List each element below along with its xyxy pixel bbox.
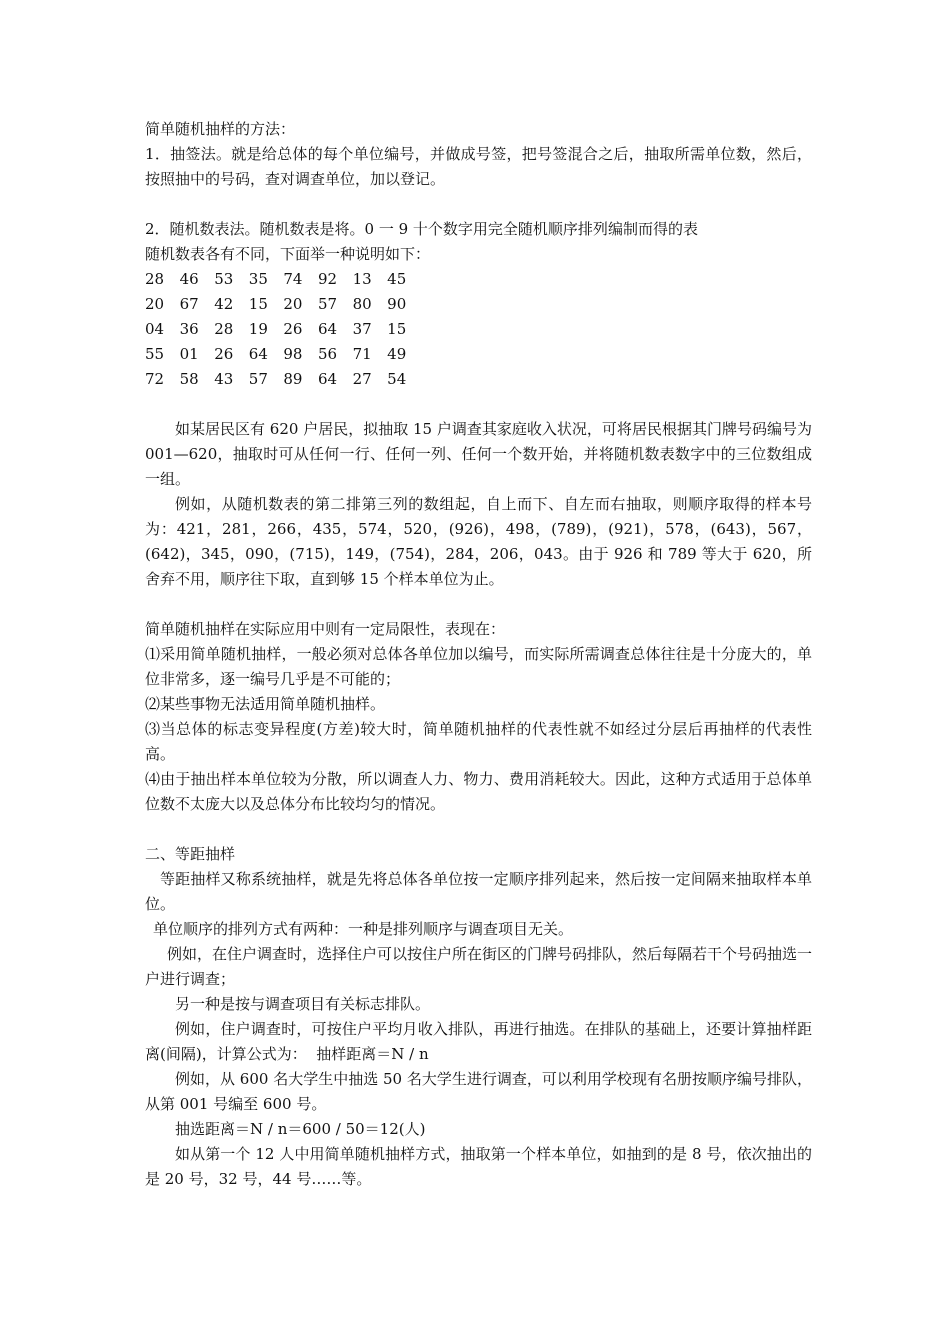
table-cell: 26 xyxy=(214,345,234,363)
section-2-paragraph: 例如，住户调查时，可按住户平均月收入排队，再进行抽选。在排队的基础上，还要计算抽样距离(间隔)，计算公式为： 抽样距离＝N / n xyxy=(145,1020,812,1063)
table-cell: 28 xyxy=(214,320,234,338)
limitation-item: ⑴采用简单随机抽样，一般必须对总体各单位加以编号，而实际所需调查总体往往是十分庞大的，单位非常多，逐一编号几乎是不可能的； xyxy=(145,645,812,688)
table-cell: 90 xyxy=(387,295,407,313)
table-cell: 45 xyxy=(387,270,407,288)
section-2-paragraph: 例如，在住户调查时，选择住户可以按住户所在街区的门牌号码排队，然后每隔若干个号码抽选一户进行调查； xyxy=(145,945,813,988)
table-cell: 27 xyxy=(352,370,372,388)
table-cell: 46 xyxy=(179,270,199,288)
table-cell: 36 xyxy=(179,320,199,338)
doc-heading: 简单随机抽样的方法： xyxy=(145,120,296,138)
table-cell: 43 xyxy=(214,370,234,388)
table-cell: 01 xyxy=(179,345,199,363)
table-cell: 92 xyxy=(317,270,338,288)
table-row xyxy=(145,267,812,292)
table-cell: 13 xyxy=(352,270,372,288)
section-2-paragraph: 另一种是按与调查项目有关标志排队。 xyxy=(175,995,431,1013)
table-row xyxy=(145,342,812,367)
table-cell: 20 xyxy=(283,295,303,313)
spacer xyxy=(145,392,812,417)
table-row xyxy=(145,317,812,342)
table-cell: 71 xyxy=(352,345,372,363)
spacer xyxy=(145,592,812,617)
table-cell: 56 xyxy=(317,345,338,363)
table-cell: 64 xyxy=(248,345,268,363)
table-cell: 42 xyxy=(214,295,234,313)
table-row xyxy=(145,367,812,392)
limitations-title: 简单随机抽样在实际应用中则有一定局限性，表现在： xyxy=(145,620,506,638)
section-2-paragraph: 如从第一个 12 人中用简单随机抽样方式，抽取第一个样本单位，如抽到的是 8 号，依次抽出的是 20 号，32 号，44 号……等。 xyxy=(145,1145,812,1188)
table-cell: 98 xyxy=(283,345,303,363)
section-2-paragraph: 单位顺序的排列方式有两种：一种是排列顺序与调查项目无关。 xyxy=(153,920,574,938)
table-row xyxy=(145,292,812,317)
formula-line: 抽选距离＝N / n＝600 / 50＝12(人) xyxy=(175,1120,426,1138)
limitation-item: ⑵某些事物无法适用简单随机抽样。 xyxy=(145,695,386,713)
table-cell: 49 xyxy=(387,345,407,363)
table-cell: 53 xyxy=(214,270,234,288)
table-cell: 67 xyxy=(179,295,199,313)
table-cell: 19 xyxy=(248,320,268,338)
document-body xyxy=(145,117,817,1192)
table-cell: 26 xyxy=(283,320,303,338)
section-2-paragraph: 等距抽样又称系统抽样，就是先将总体各单位按一定顺序排列起来，然后按一定间隔来抽取样本单位。 xyxy=(145,870,812,913)
table-cell: 64 xyxy=(317,370,338,388)
table-cell: 28 xyxy=(145,270,165,288)
table-cell: 57 xyxy=(317,295,338,313)
limitation-item: ⑷由于抽出样本单位较为分散，所以调查人力、物力、费用消耗较大。因此，这种方式适用于总体单位数不太庞大以及总体分布比较均匀的情况。 xyxy=(145,770,812,813)
example-paragraph-1: 如某居民区有 620 户居民，拟抽取 15 户调查其家庭收入状况，可将居民根据其门牌号码编号为 001—620，抽取时可从任何一行、任何一列、任何一个数开始，并将随机数表数字中的三位数组成一组。 xyxy=(145,420,817,488)
section-2-paragraph: 例如，从 600 名大学生中抽选 50 名大学生进行调查，可以利用学校现有名册按顺序编号排队，从第 001 号编至 600 号。 xyxy=(145,1070,812,1113)
spacer xyxy=(145,192,812,217)
limitation-item: ⑶当总体的标志变异程度(方差)较大时，简单随机抽样的代表性就不如经过分层后再抽样的代表性高。 xyxy=(145,720,812,763)
table-cell: 64 xyxy=(317,320,338,338)
table-cell: 89 xyxy=(283,370,303,388)
table-cell: 37 xyxy=(352,320,372,338)
method-1-paragraph: 1．抽签法。就是给总体的每个单位编号，并做成号签，把号签混合之后，抽取所需单位数，然后，按照抽中的号码，查对调查单位，加以登记。 xyxy=(145,145,812,188)
table-cell: 20 xyxy=(145,295,165,313)
method-2-intro: 随机数表各有不同，下面举一种说明如下： xyxy=(145,245,431,263)
table-cell: 58 xyxy=(179,370,199,388)
table-cell: 74 xyxy=(283,270,303,288)
table-cell: 80 xyxy=(352,295,372,313)
table-cell: 55 xyxy=(145,345,165,363)
table-cell: 15 xyxy=(248,295,268,313)
example-paragraph-2: 例如，从随机数表的第二排第三列的数组起，自上而下、自左而右抽取，则顺序取得的样本号为：421，281，266，435，574，520，(926)，498，(789)，(921)，578，(643)，567，(642)，345，090，(715)，149，(754)，284，206，043。由于 926 和 789 等大于 620，所舍弃不用，顺序往下取，直到够 15 个样本单位为止。 xyxy=(145,495,812,588)
spacer xyxy=(145,817,812,842)
table-cell: 57 xyxy=(248,370,268,388)
method-2-paragraph: 2．随机数表法。随机数表是将。0 一 9 十个数字用完全随机顺序排列编制而得的表 xyxy=(145,220,698,238)
table-cell: 35 xyxy=(248,270,268,288)
table-cell: 54 xyxy=(387,370,407,388)
table-cell: 72 xyxy=(145,370,165,388)
section-2-title: 二、等距抽样 xyxy=(145,845,236,863)
table-cell: 15 xyxy=(387,320,407,338)
random-number-table xyxy=(145,267,812,392)
table-cell: 04 xyxy=(145,320,165,338)
